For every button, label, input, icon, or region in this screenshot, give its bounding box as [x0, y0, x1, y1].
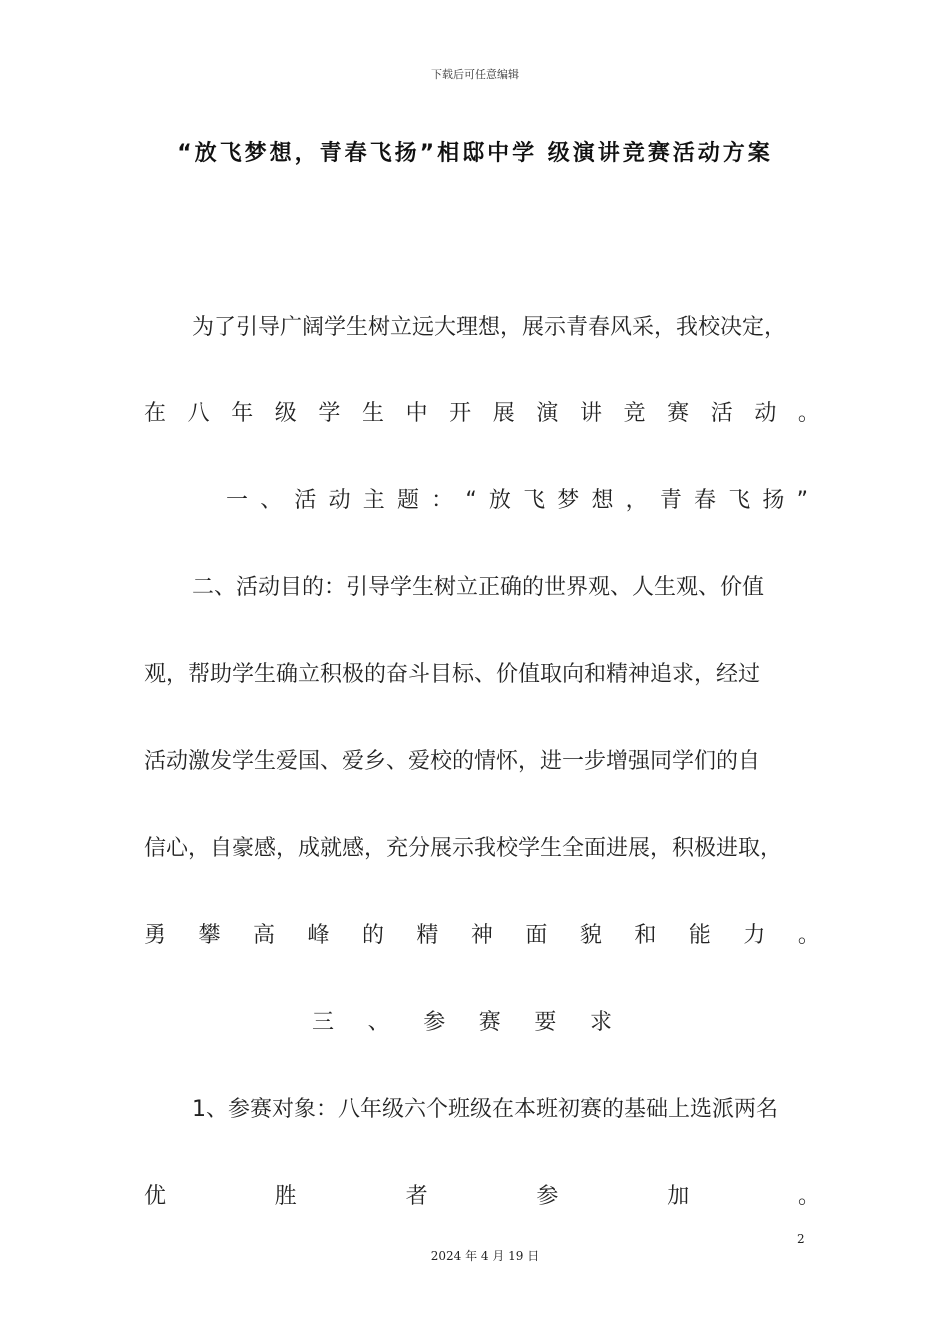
text-glyph: 春	[694, 488, 717, 513]
text-glyph: 题	[396, 488, 419, 513]
text-glyph: 八	[187, 401, 210, 426]
text-glyph: 中	[405, 401, 428, 426]
text-glyph: 高	[252, 923, 275, 948]
paragraph-purpose-line-1: 二、活动目的：引导学生树立正确的世界观、人生观、价值	[192, 575, 765, 600]
paragraph-purpose-line-4: 信心，自豪感，成就感，充分展示我校学生全面进展，积极进取，	[144, 836, 783, 861]
text-glyph: 力	[743, 923, 766, 948]
text-glyph: 赛	[478, 1010, 501, 1035]
text-glyph: 展	[492, 401, 515, 426]
text-glyph: “	[465, 488, 477, 513]
text-glyph: 精	[416, 923, 439, 948]
paragraph-purpose-line-3: 活动激发学生爱国、爱乡、爱校的情怀，进一步增强同学们的自	[144, 749, 761, 774]
text-glyph: 飞	[523, 488, 546, 513]
text-glyph: 。	[797, 401, 820, 426]
text-glyph: 生	[361, 401, 384, 426]
text-glyph: 峰	[307, 923, 330, 948]
text-glyph: 赛	[667, 401, 690, 426]
text-glyph: 开	[449, 401, 472, 426]
text-glyph: 想	[591, 488, 614, 513]
paragraph-participants-line-1: 1、参赛对象：八年级六个班级在本班初赛的基础上选派两名	[192, 1097, 778, 1122]
paragraph-purpose-line-2: 观，帮助学生确立积极的奋斗目标、价值取向和精神追求，经过	[144, 662, 761, 687]
text-glyph: 胜	[274, 1184, 297, 1209]
text-glyph: 主	[362, 488, 385, 513]
text-glyph: 求	[589, 1010, 612, 1035]
text-glyph: 竞	[623, 401, 646, 426]
paragraph-participants-line-2	[144, 1182, 820, 1212]
text-glyph: 。	[797, 1184, 820, 1209]
text-glyph: 貌	[579, 923, 602, 948]
text-glyph: 动	[754, 401, 777, 426]
text-glyph: 活	[710, 401, 733, 426]
text-glyph: 年	[231, 401, 254, 426]
text-glyph: 扬	[762, 488, 785, 513]
footer-date: 2024 年 4 月 19 日	[430, 1249, 540, 1263]
text-glyph: ：	[431, 488, 454, 513]
text-glyph: 在	[144, 401, 167, 426]
paragraph-intro-line-1: 为了引导广阔学生树立远大理想，展示青春风采，我校决定，	[192, 315, 787, 340]
text-glyph: 勇	[144, 923, 167, 948]
text-glyph: 讲	[579, 401, 602, 426]
text-glyph: 面	[525, 923, 548, 948]
section-requirements-heading	[312, 1008, 612, 1038]
text-glyph: 梦	[557, 488, 580, 513]
text-glyph: 学	[318, 401, 341, 426]
text-glyph: 、	[367, 1010, 390, 1035]
text-glyph: 参	[423, 1010, 446, 1035]
text-glyph: 加	[667, 1184, 690, 1209]
text-glyph: 参	[536, 1184, 559, 1209]
text-glyph: 的	[361, 923, 384, 948]
text-glyph: 能	[688, 923, 711, 948]
text-glyph: 攀	[198, 923, 221, 948]
text-glyph: 。	[797, 923, 820, 948]
text-glyph: 青	[659, 488, 682, 513]
text-glyph: 三	[312, 1010, 335, 1035]
text-glyph: 飞	[728, 488, 751, 513]
text-glyph: 动	[328, 488, 351, 513]
text-glyph: 优	[144, 1184, 167, 1209]
text-glyph: 者	[405, 1184, 428, 1209]
paragraph-purpose-line-5	[144, 921, 820, 951]
text-glyph: 演	[536, 401, 559, 426]
page-number: 2	[797, 1232, 805, 1246]
text-glyph: 一	[226, 488, 249, 513]
text-glyph: 、	[260, 488, 283, 513]
text-glyph: 活	[294, 488, 317, 513]
text-glyph: 和	[634, 923, 657, 948]
section-theme-heading	[226, 486, 808, 516]
page-header-note: 下载后可任意编辑	[431, 68, 519, 81]
text-glyph: 级	[274, 401, 297, 426]
paragraph-intro-line-2	[144, 399, 820, 429]
text-glyph: 放	[488, 488, 511, 513]
document-title: “放飞梦想，青春飞扬”相邸中学 级演讲竞赛活动方案	[177, 141, 773, 166]
text-glyph: ，	[625, 488, 648, 513]
text-glyph: 要	[534, 1010, 557, 1035]
text-glyph: 神	[470, 923, 493, 948]
text-glyph: ”	[796, 488, 808, 513]
